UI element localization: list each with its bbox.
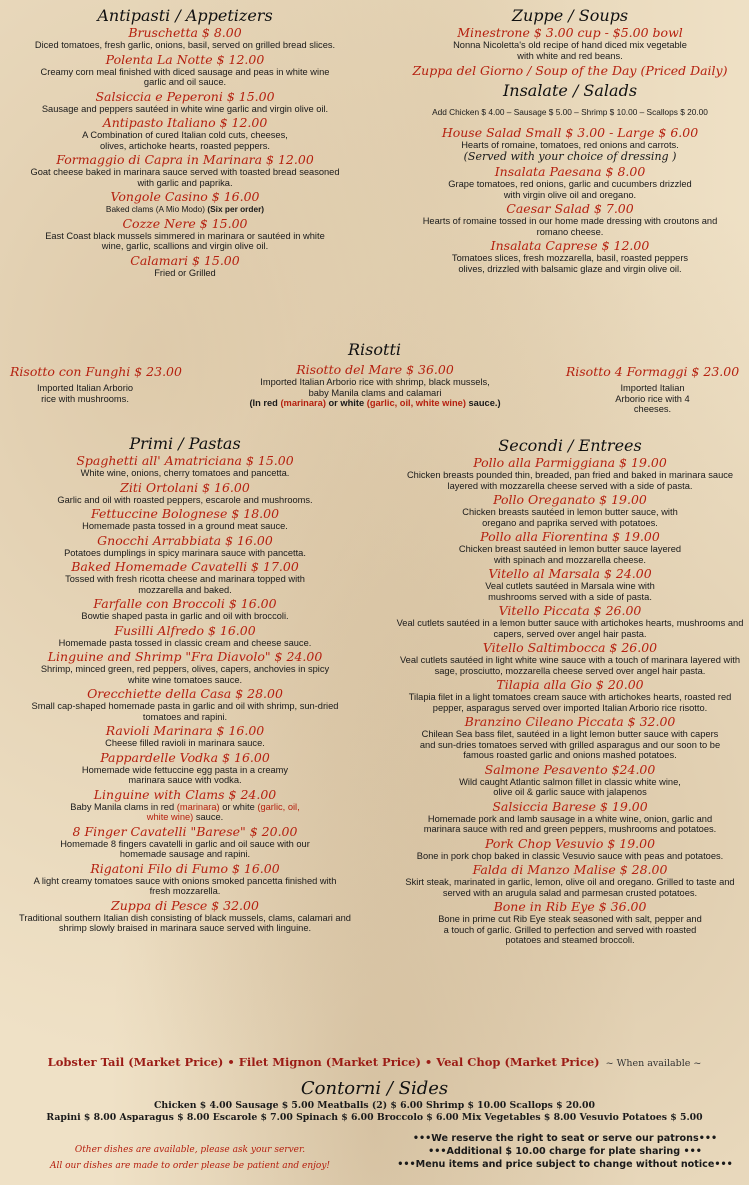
menu-item bbox=[10, 153, 360, 188]
sauce-choice: (In red (marinara) or white (garlic, oil, white wine) sauce.) bbox=[249, 398, 501, 408]
secondi-section bbox=[395, 436, 745, 948]
menu-item bbox=[395, 567, 745, 602]
item-name: Pork Chop Vesuvio $ 19.00 bbox=[484, 835, 656, 851]
item-desc: Chicken breasts pounded thin, breaded, pan fried and baked in marinara sauce layered with mozzarella cheese served with a side of pasta. bbox=[406, 470, 734, 491]
menu-item bbox=[10, 507, 360, 532]
menu-item bbox=[10, 90, 360, 115]
item-name: Linguine and Shrimp "Fra Diavolo" $ 24.00 bbox=[47, 649, 323, 664]
item-desc: Bone in prime cut Rib Eye steak seasoned with salt, pepper and a touch of garlic. Grilled to perfection and served with roasted potatoes and steamed broccoli. bbox=[438, 914, 702, 945]
risotto-mare bbox=[230, 363, 520, 409]
menu-item bbox=[395, 493, 745, 528]
item-desc: Cheese filled ravioli in marinara sauce. bbox=[105, 738, 265, 748]
primi-heading: Primi / Pastas bbox=[129, 434, 241, 453]
item-desc: Sausage and peppers sautéed in white wine garlic and virgin olive oil. bbox=[41, 103, 329, 114]
item-name: 8 Finger Cavatelli "Barese" $ 20.00 bbox=[72, 823, 298, 839]
policy-notice bbox=[385, 1132, 745, 1171]
item-name: Minestrone $ 3.00 cup - $5.00 bowl bbox=[457, 25, 683, 40]
menu-item bbox=[10, 254, 360, 279]
note-line-2: All our dishes are made to order please be patient and enjoy! bbox=[49, 1161, 331, 1171]
item-desc: Baked clams (A Mio Modo) (Six per order) bbox=[105, 204, 265, 214]
item-name: Pollo alla Parmiggiana $ 19.00 bbox=[473, 455, 667, 470]
menu-item bbox=[10, 624, 360, 649]
risotto-formaggi bbox=[565, 365, 740, 415]
salad-addons: Add Chicken $ 4.00 – Sausage $ 5.00 – Shrimp $ 10.00 – Scallops $ 20.00 bbox=[432, 107, 708, 117]
item-name: Formaggio di Capra in Marinara $ 12.00 bbox=[56, 152, 314, 167]
menu-item bbox=[10, 825, 360, 860]
menu-item bbox=[10, 597, 360, 622]
item-name: Spaghetti all' Amatriciana $ 15.00 bbox=[76, 453, 294, 468]
item-name: Ziti Ortolani $ 16.00 bbox=[120, 479, 250, 495]
menu-item bbox=[10, 454, 360, 479]
item-desc: A Combination of cured Italian cold cuts, cheeses, olives, artichoke hearts, roasted peppers. bbox=[82, 130, 288, 151]
insalate-heading: Insalate / Salads bbox=[502, 81, 638, 100]
menu-item bbox=[10, 190, 360, 215]
server-note bbox=[40, 1142, 340, 1174]
item-name: Zuppa di Pesce $ 32.00 bbox=[111, 897, 259, 913]
item-desc: Hearts of romaine tossed in our home made dressing with croutons and romano cheese. bbox=[422, 216, 718, 237]
item-desc: Chicken breast sautéed in lemon butter sauce layered with spinach and mozzarella cheese. bbox=[458, 544, 682, 565]
item-desc: Tomatoes slices, fresh mozzarella, basil, roasted peppers olives, drizzled with balsamic glaze and virgin olive oil. bbox=[451, 253, 689, 274]
menu-item bbox=[10, 724, 360, 749]
item-desc: Baby Manila clams in red (marinara) or white (garlic, oil, white wine) sauce. bbox=[70, 801, 300, 822]
menu-item bbox=[395, 763, 745, 798]
item-name: Pollo Oreganato $ 19.00 bbox=[493, 492, 647, 507]
item-name: Salmone Pesavento $24.00 bbox=[484, 761, 656, 777]
item-name: Salsiccia Barese $ 19.00 bbox=[492, 798, 648, 814]
item-desc: Chicken breasts sautéed in lemon butter sauce, with oregano and paprika served with potatoes. bbox=[462, 507, 678, 528]
item-name: Risotto 4 Formaggi $ 23.00 bbox=[565, 364, 740, 379]
menu-item bbox=[400, 202, 740, 237]
item-desc: Skirt steak, marinated in garlic, lemon, olive oil and oregano. Grilled to taste and served with an arugula salad and parmesan crusted potatoes. bbox=[405, 877, 735, 898]
policy-line-2: •••Additional $ 10.00 charge for plate sharing ••• bbox=[428, 1146, 702, 1157]
item-name: House Salad Small $ 3.00 - Large $ 6.00 bbox=[441, 124, 699, 140]
item-desc: Imported Italian Arborio rice with shrimp, black mussels, baby Manila clams and calamari bbox=[260, 377, 490, 398]
menu-item bbox=[10, 788, 360, 823]
secondi-heading: Secondi / Entrees bbox=[498, 436, 642, 455]
item-name: Tilapia alla Gio $ 20.00 bbox=[496, 677, 644, 692]
availability-note: ~ When available ~ bbox=[605, 1058, 702, 1069]
item-desc: Fried or Grilled bbox=[154, 267, 216, 278]
item-desc: Homemade pork and lamb sausage in a white wine, onion, garlic and marinara sauce with red and green peppers, mushrooms and potatoes. bbox=[423, 813, 717, 834]
menu-item bbox=[400, 165, 740, 200]
item-name: Insalata Paesana $ 8.00 bbox=[494, 164, 646, 179]
menu-item bbox=[10, 481, 360, 506]
item-name: Calamari $ 15.00 bbox=[130, 252, 240, 268]
item-name: Salsiccia e Peperoni $ 15.00 bbox=[95, 88, 275, 104]
item-name: Fettuccine Bolognese $ 18.00 bbox=[90, 506, 280, 521]
item-desc: Grape tomatoes, red onions, garlic and cucumbers drizzled with virgin olive oil and oregano. bbox=[448, 179, 692, 200]
item-name: Insalata Caprese $ 12.00 bbox=[490, 238, 650, 253]
menu-item bbox=[10, 116, 360, 151]
menu-item bbox=[395, 641, 745, 676]
menu-item bbox=[10, 650, 360, 685]
menu-item bbox=[395, 863, 745, 898]
item-desc: Veal cutlets sautéed in a lemon butter sauce with artichokes hearts, mushrooms and capers, served over angel hair pasta. bbox=[396, 618, 744, 639]
item-desc: Imported Italian Arborio rice with mushrooms. bbox=[36, 383, 134, 404]
item-name: Vitello Saltimbocca $ 26.00 bbox=[482, 640, 658, 655]
item-name: Bruschetta $ 8.00 bbox=[128, 25, 242, 40]
market-items: Lobster Tail (Market Price) • Filet Mignon (Market Price) • Veal Chop (Market Price) bbox=[47, 1055, 600, 1069]
item-desc: Wild caught Atlantic salmon fillet in classic white wine, olive oil & garlic sauce with jalapenos bbox=[459, 776, 681, 797]
item-desc: Homemade pasta tossed in classic cream and cheese sauce. bbox=[58, 637, 312, 648]
item-desc: White wine, onions, cherry tomatoes and pancetta. bbox=[80, 468, 290, 478]
item-name: Antipasto Italiano $ 12.00 bbox=[102, 115, 268, 130]
item-desc: Creamy corn meal finished with diced sausage and peas in white wine garlic and oil sauce. bbox=[40, 66, 330, 87]
menu-item bbox=[395, 900, 745, 946]
menu-item bbox=[400, 126, 740, 164]
item-desc: A light creamy tomatoes sauce with onions smoked pancetta finished with fresh mozzarella. bbox=[33, 875, 337, 896]
antipasti-heading: Antipasti / Appetizers bbox=[97, 6, 273, 25]
item-desc: Traditional southern Italian dish consisting of black mussels, clams, calamari and shrimp slowly braised in marinara sauce served with linguine. bbox=[19, 912, 351, 933]
item-desc: Homemade 8 fingers cavatelli in garlic and oil sauce with our homemade sausage and rapini. bbox=[60, 838, 310, 859]
item-desc: Bone in pork chop baked in classic Vesuvio sauce with peas and potatoes. bbox=[416, 850, 724, 861]
menu-item bbox=[395, 715, 745, 761]
menu-item bbox=[395, 800, 745, 835]
item-desc: Homemade wide fettuccine egg pasta in a creamy marinara sauce with vodka. bbox=[81, 764, 289, 785]
item-desc: East Coast black mussels simmered in marinara or sautéed in white wine, garlic, scallions and virgin olive oil. bbox=[45, 230, 325, 251]
item-name: Polenta La Notte $ 12.00 bbox=[105, 51, 265, 67]
item-desc: Hearts of romaine, tomatoes, red onions and carrots. bbox=[461, 139, 679, 150]
item-desc: Veal cutlets sautéed in light white wine sauce with a touch of marinara layered with sage, prosciutto, mozzarella cheese served over angel hair pasta. bbox=[399, 655, 741, 676]
item-name: Pollo alla Fiorentina $ 19.00 bbox=[480, 529, 660, 544]
antipasti-section bbox=[10, 6, 360, 280]
dressing-note: (Served with your choice of dressing ) bbox=[463, 150, 677, 163]
item-desc: Imported Italian Arborio rice with 4 cheeses. bbox=[615, 383, 690, 414]
item-desc: Small cap-shaped homemade pasta in garlic and oil with shrimp, sun-dried tomatoes and rapini. bbox=[31, 701, 339, 722]
item-desc: Homemade pasta tossed in a ground meat sauce. bbox=[82, 521, 288, 531]
note-line-1: Other dishes are available, please ask your server. bbox=[74, 1145, 306, 1155]
item-name: Branzino Cileano Piccata $ 32.00 bbox=[464, 714, 676, 729]
risotto-funghi bbox=[10, 364, 182, 404]
item-desc: Bowtie shaped pasta in garlic and oil with broccoli. bbox=[81, 611, 289, 621]
sides-line-2: Rapini $ 8.00 Asparagus $ 8.00 Escarole $ 7.00 Spinach $ 6.00 Broccolo $ 6.00 Mix Vegetables $ 8.00 Vesuvio Potatoes $ 5.00 bbox=[46, 1112, 703, 1123]
item-desc: Goat cheese baked in marinara sauce served with toasted bread seasoned with garlic and paprika. bbox=[30, 167, 340, 188]
menu-item bbox=[10, 217, 360, 252]
menu-item bbox=[10, 862, 360, 897]
policy-line-3: •••Menu items and price subject to change without notice••• bbox=[397, 1159, 733, 1170]
menu-item bbox=[400, 239, 740, 274]
menu-item bbox=[395, 837, 745, 862]
item-name: Farfalle con Broccoli $ 16.00 bbox=[93, 596, 277, 611]
menu-item bbox=[395, 678, 745, 713]
soup-of-day: Zuppa del Giorno / Soup of the Day (Priced Daily) bbox=[412, 63, 728, 78]
contorni-heading: Contorni / Sides bbox=[300, 1078, 449, 1099]
item-name: Bone in Rib Eye $ 36.00 bbox=[493, 899, 647, 914]
risotti-heading: Risotti bbox=[348, 340, 401, 359]
item-name: Falda di Manzo Malise $ 28.00 bbox=[472, 862, 668, 877]
sides-line-1: Chicken $ 4.00 Sausage $ 5.00 Meatballs (2) $ 6.00 Shrimp $ 10.00 Scallops $ 20.00 bbox=[154, 1100, 595, 1111]
item-name: Risotto con Funghi $ 23.00 bbox=[10, 364, 182, 379]
menu-item bbox=[395, 530, 745, 565]
menu-item bbox=[10, 53, 360, 88]
item-name: Rigatoni Filo di Fumo $ 16.00 bbox=[90, 860, 280, 876]
menu-item bbox=[10, 751, 360, 786]
item-desc: Potatoes dumplings in spicy marinara sauce with pancetta. bbox=[64, 547, 306, 558]
item-desc: Shrimp, minced green, red peppers, olives, capers, anchovies in spicy white wine tomatoes sauce. bbox=[40, 664, 330, 685]
item-name: Baked Homemade Cavatelli $ 17.00 bbox=[71, 559, 299, 574]
item-name: Linguine with Clams $ 24.00 bbox=[93, 786, 277, 802]
item-name: Gnocchi Arrabbiata $ 16.00 bbox=[97, 532, 273, 548]
menu-item bbox=[10, 534, 360, 559]
menu-item bbox=[10, 687, 360, 722]
menu-item bbox=[10, 26, 360, 51]
item-desc: Veal cutlets sautéed in Marsala wine with mushrooms served with a side of pasta. bbox=[485, 581, 655, 602]
item-name: Ravioli Marinara $ 16.00 bbox=[105, 723, 265, 738]
contorni-section bbox=[0, 1078, 749, 1124]
menu-item bbox=[10, 899, 360, 934]
item-desc: Garlic and oil with roasted peppers, escarole and mushrooms. bbox=[57, 494, 313, 505]
item-name: Risotto del Mare $ 36.00 bbox=[296, 362, 454, 377]
item-name: Cozze Nere $ 15.00 bbox=[122, 215, 248, 231]
item-desc: Chilean Sea bass filet, sautéed in a light lemon butter sauce with capers and sun-dries tomatoes served with grilled asparagus and our soon to be famous roasted garlic and onions mashed potatoes. bbox=[419, 729, 721, 760]
item-desc: Tossed with fresh ricotta cheese and marinara topped with mozzarella and baked. bbox=[65, 574, 305, 595]
item-name: Vitello al Marsala $ 24.00 bbox=[488, 566, 652, 581]
menu-item bbox=[395, 456, 745, 491]
policy-line-1: •••We reserve the right to seat or serve our patrons••• bbox=[412, 1133, 718, 1144]
menu-item bbox=[395, 604, 745, 639]
item-name: Fusilli Alfredo $ 16.00 bbox=[114, 622, 256, 638]
item-desc: Nonna Nicoletta's old recipe of hand diced mix vegetable with white and red beans. bbox=[453, 40, 687, 61]
item-name: Vongole Casino $ 16.00 bbox=[110, 189, 260, 204]
menu-item bbox=[10, 560, 360, 595]
item-name: Caesar Salad $ 7.00 bbox=[506, 201, 634, 216]
menu-item bbox=[400, 26, 740, 61]
item-name: Pappardelle Vodka $ 16.00 bbox=[100, 749, 270, 765]
item-name: Vitello Piccata $ 26.00 bbox=[498, 603, 642, 618]
primi-section bbox=[10, 434, 360, 936]
zuppe-heading: Zuppe / Soups bbox=[511, 6, 629, 25]
item-name: Orecchiette della Casa $ 28.00 bbox=[87, 686, 283, 701]
item-desc: Diced tomatoes, fresh garlic, onions, basil, served on grilled bread slices. bbox=[34, 40, 336, 50]
item-desc: Tilapia filet in a light tomatoes cream sauce with artichokes hearts, roasted red pepper, asparagus served over imported Italian Arborio rice risotto. bbox=[408, 692, 732, 713]
zuppe-section bbox=[400, 6, 740, 276]
market-price-banner bbox=[0, 1055, 749, 1069]
